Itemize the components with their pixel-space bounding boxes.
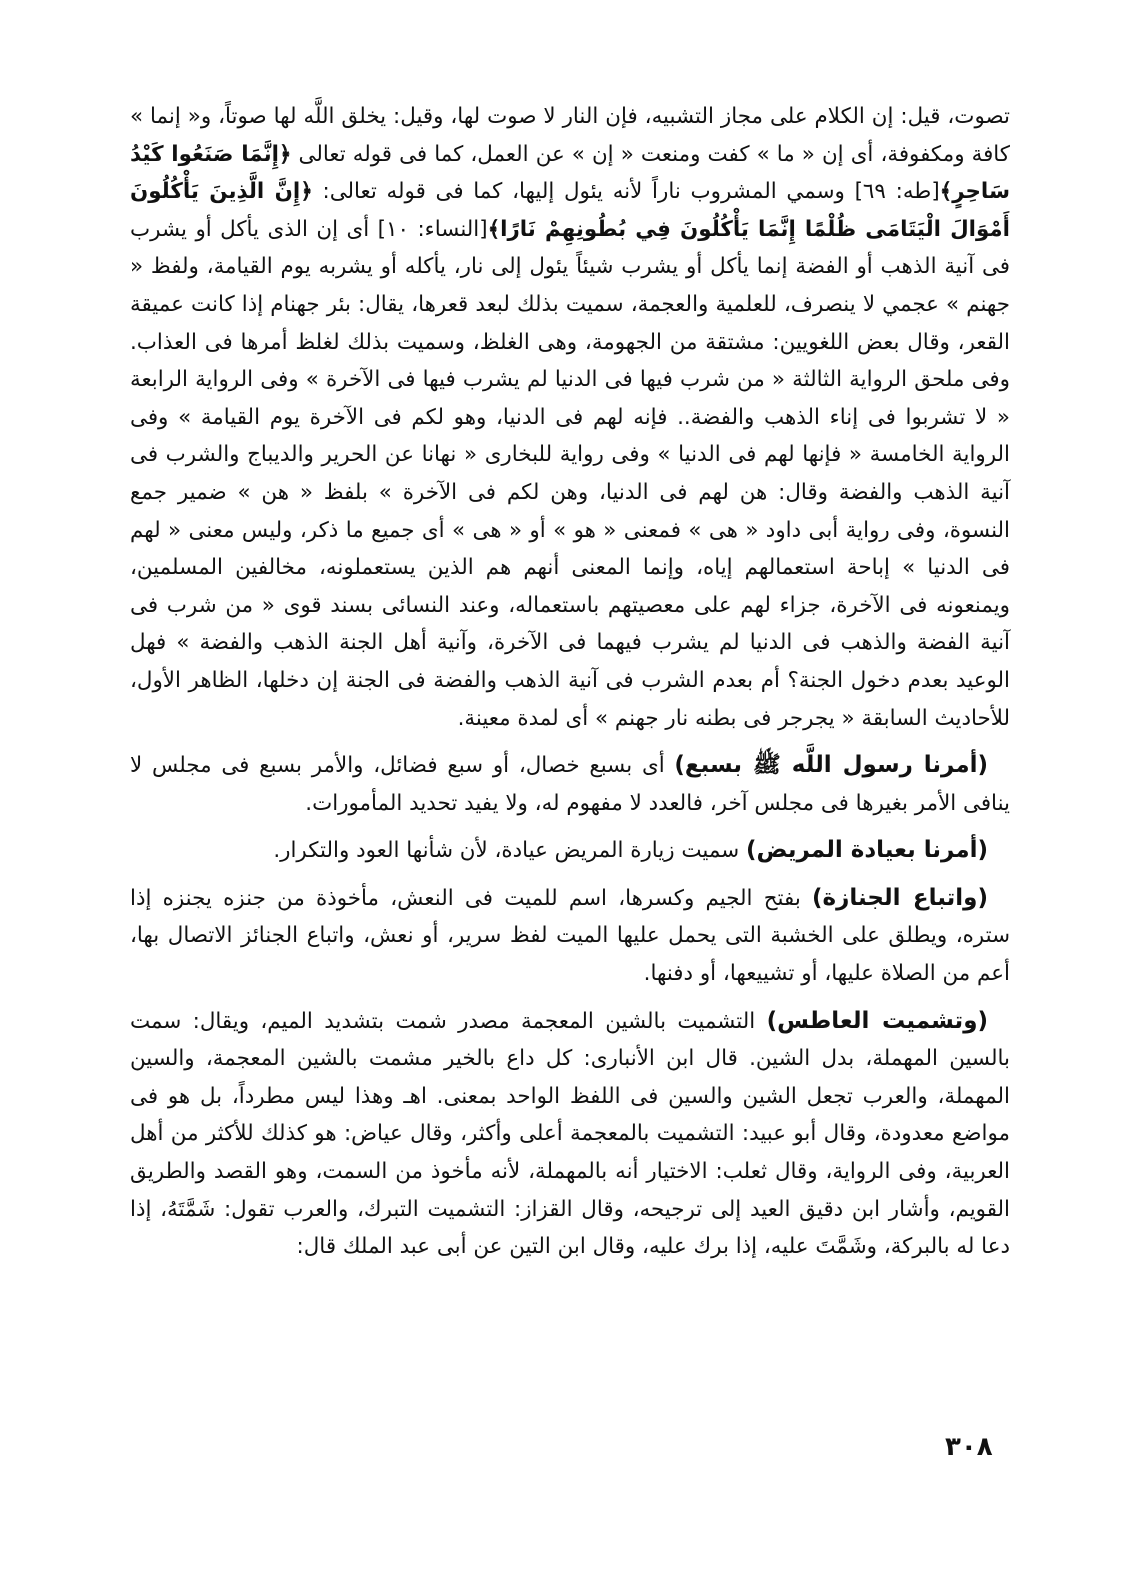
lemma-explanation: أى بسبع خصال، أو سبع فضائل، والأمر بسبع فى مجلس لا ينافى الأمر بغيرها فى مجلس آخر، فالعدد لا مفهوم له، ولا يفيد تحديد المأمورات. [130,753,1010,816]
hadith-lemma: (وتشميت العاطس) [766,1007,989,1034]
text-run: تصوت، قيل: إن الكلام على مجاز التشبيه، فإن النار لا صوت لها، وقيل: يخلق اللَّه لها صوتاً، و« إنما » كافة ومكفوفة، أى إن « ما » كفت ومنعت « إن » عن العمل، كما فى قوله تعالى [130,104,1010,167]
quran-verse-taha-69: ﴿إِنَّمَا صَنَعُوا كَيْدُ سَاحِرٍ﴾ [130,141,1010,205]
paragraph-hadith-commentary [130,98,1010,737]
paragraph-sneezer [130,1003,1010,1266]
text-run: [النساء: ١٠] أى إن الذى يأكل أو يشرب فى آنية الذهب أو الفضة إنما يأكل أو يشرب شيئاً يئول إلى نار، يأكله أو يشربه يوم القيامة، ولفظ « جهنم » عجمي لا ينصرف، للعلمية والعجمة، سميت بذلك لبعد قعرها، يقال: بئر جهنام إذا كانت عميقة القعر، وقال بعض اللغويين: مشتقة من الجهومة، وهى الغلظ، وسميت بذلك لغلظ أمرها فى العذاب. وفى ملحق الرواية الثالثة « من شرب فيها فى الدنيا لم يشرب فيها فى الآخرة » وفى الرواية الرابعة « لا تشربوا فى إناء الذهب والفضة.. فإنه لهم فى الدنيا، وهو لكم فى الآخرة يوم القيامة » وفى الرواية الخامسة « فإنها لهم فى الدنيا » وفى رواية للبخارى « نهانا عن الحرير والديباج والشرب فى آنية الذهب والفضة وقال: هن لهم فى الدنيا، وهن لكم فى الآخرة » بلفظ « هن » ضمير جمع النسوة، وفى رواية أبى داود « هى » فمعنى « هو » أو « هى » أى جميع ما ذكر، وليس معنى « لهم فى الدنيا » إباحة استعمالهم إياه، وإنما المعنى أنهم هم الذين يستعملونه، مخالفين المسلمين، ويمنعونه فى الآخرة، جزاء لهم على معصيتهم باستعماله، وعند النسائى بسند قوى « من شرب فى آنية الفضة والذهب فى الدنيا لم يشرب فيهما فى الآخرة، وآنية أهل الجنة الذهب والفضة » فهل الوعيد بعدم دخول الجنة؟ أم بعدم الشرب فى آنية الذهب والفضة فى الجنة إن دخلها، الظاهر الأول، للأحاديث السابقة « يجرجر فى بطنه نار جهنم » أى لمدة معينة. [130,216,1010,731]
paragraph-visiting-sick [130,832,1010,870]
hadith-lemma: (أمرنا بعيادة المريض) [745,837,988,864]
page-body [130,98,1010,1266]
hadith-lemma: (أمرنا رسول اللَّه ﷺ بسبع) [674,752,988,779]
page-number: ٣٠٨ [945,1432,993,1462]
text-run: [طه: ٦٩] وسمي المشروب ناراً لأنه يئول إليها، كما فى قوله تعالى: [312,179,940,205]
quran-verse-nisa-10: ﴿إِنَّ الَّذِينَ يَأْكُلُونَ أَمْوَالَ الْيَتَامَى ظُلْمًا إِنَّمَا يَأْكُلُونَ فِي بُطُونِهِمْ نَارًا﴾ [130,179,1010,242]
paragraph-seven-commands [130,747,1010,822]
paragraph-funeral [130,880,1010,993]
lemma-explanation: سميت زيارة المريض عيادة، لأن شأنها العود والتكرار. [273,838,746,864]
lemma-explanation: التشميت بالشين المعجمة مصدر شمت بتشديد الميم، ويقال: سمت بالسين المهملة، بدل الشين. قال ابن الأنبارى: كل داع بالخير مشمت بالشين المعجمة، والسين المهملة، والعرب تجعل الشين والسين فى اللفظ الواحد بمعنى. اهـ وهذا ليس مطرداً، بل هو فى مواضع معدودة، وقال أبو عبيد: التشميت بالمعجمة أعلى وأكثر، وقال عياض: هو كذلك للأكثر من أهل العربية، وفى الرواية، وقال ثعلب: الاختيار أنه بالمهملة، لأنه مأخوذ من السمت، وهو القصد والطريق القويم، وأشار ابن دقيق العيد إلى ترجيحه، وقال القزاز: التشميت التبرك، والعرب تقول: شَمَّتَهُ، إذا دعا له بالبركة، وشَمَّتَ عليه، إذا برك عليه، وقال ابن التين عن أبى عبد الملك قال: [130,1008,1010,1260]
lemma-explanation: بفتح الجيم وكسرها، اسم للميت فى النعش، مأخوذة من جنزه يجنزه إذا ستره، ويطلق على الخشبة التى يحمل عليها الميت لفظ سرير، أو نعش، واتباع الجنائز الاتصال بها، أعم من الصلاة عليها، أو تشييعها، أو دفنها. [130,885,1010,987]
hadith-lemma: (واتباع الجنازة) [812,884,988,911]
